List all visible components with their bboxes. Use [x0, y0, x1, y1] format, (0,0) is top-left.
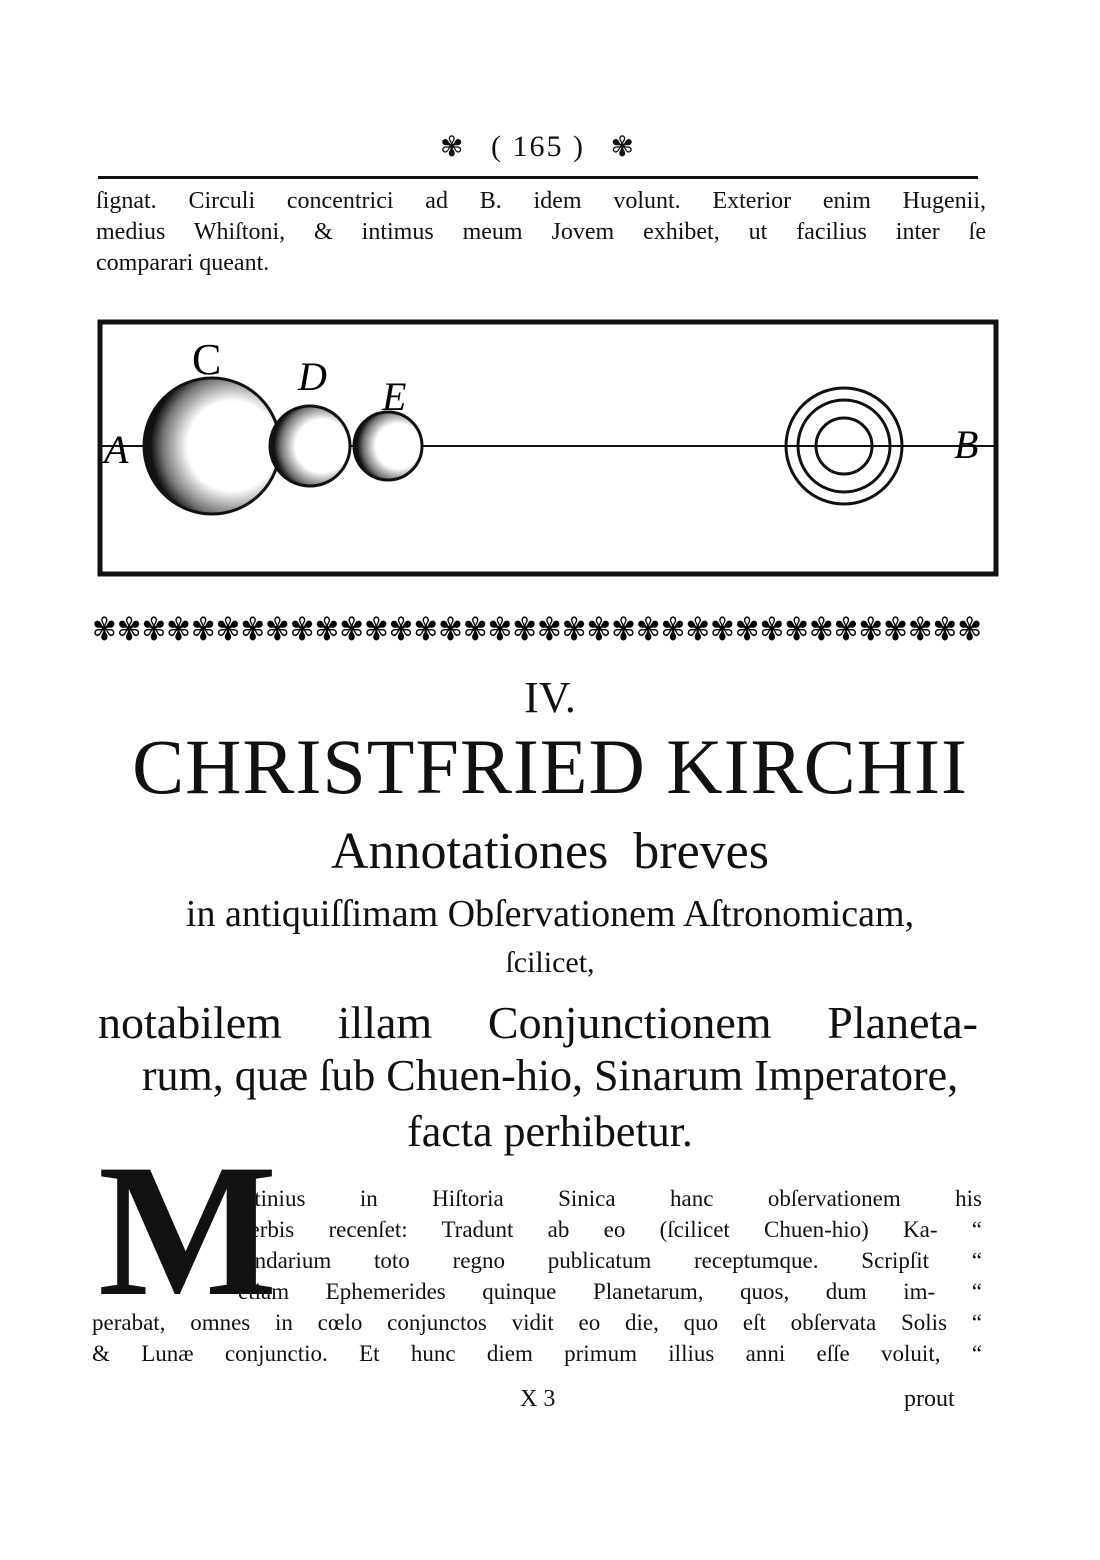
catchword: prout	[904, 1386, 955, 1412]
section-subtitle-3: ſcilicet,	[505, 946, 595, 979]
body-line: perabat, omnes in cœlo conjunctos vidit eo die, quo eſt obſervata Solis “	[92, 1310, 982, 1335]
body-line: & Lunæ conjunctio. Et hunc diem primum illius anni eſſe voluit, “	[92, 1341, 982, 1366]
body-line: verbis recenſet: Tradunt ab eo (ſcilicet Chuen-hio) Ka- “	[238, 1217, 982, 1242]
section-title: CHRISTFRIED KIRCHII	[132, 723, 968, 810]
section-numeral: IV.	[524, 673, 576, 722]
figure-label-e: E	[382, 374, 407, 419]
intro-line: ſignat. Circuli concentrici ad B. idem volunt. Exterior enim Hugenii,	[96, 188, 986, 214]
planet-circle-d	[270, 406, 350, 486]
figure-label-b: B	[954, 422, 979, 467]
fleuron-right-icon: ✾	[610, 132, 636, 163]
section-subtitle-2: in antiquiſſimam Obſervationem Aſtronomicam,	[185, 893, 915, 935]
figure-label-a: A	[104, 427, 129, 472]
section-subtitle-6: facta perhibetur.	[407, 1107, 693, 1156]
figure-label-c: C	[192, 335, 222, 384]
section-subtitle-1: Annotationes breves	[330, 823, 769, 880]
intro-line: medius Whiſtoni, & intimus meum Jovem exhibet, ut facilius inter ſe	[96, 219, 986, 245]
ornament-band	[92, 608, 982, 648]
intro-paragraph	[96, 186, 986, 279]
section-subtitle-4: notabilem illam Conjunctionem Planeta-	[98, 997, 978, 1048]
ornament-band-art	[92, 608, 982, 648]
section-subtitle-5: rum, quæ ſub Chuen-hio, Sinarum Imperatore,	[141, 1051, 959, 1100]
body-line: Artinius in Hiſtoria Sinica hanc obſervationem his	[230, 1186, 982, 1211]
intro-line: comparari queant.	[96, 250, 270, 276]
planet-circle-c	[144, 378, 280, 514]
signature-mark: X 3	[520, 1386, 556, 1412]
drop-cap: M	[98, 1126, 278, 1336]
figure-label-d: D	[298, 354, 327, 399]
header-rule	[98, 176, 978, 179]
body-line: lendarium toto regno publicatum receptumque. Scripſit “	[238, 1248, 982, 1273]
planet-circle-e	[354, 412, 422, 480]
fleuron-left-icon: ✾	[440, 132, 466, 163]
body-line: etiam Ephemerides quinque Planetarum, quos, dum im- “	[238, 1279, 982, 1304]
running-header	[98, 130, 978, 164]
planet-comparison-figure	[92, 318, 1004, 582]
ornament-band-glyphs: ✾✾✾✾✾✾✾✾✾✾✾✾✾✾✾✾✾✾✾✾✾✾✾✾✾✾✾✾✾✾✾✾✾✾✾✾	[92, 610, 982, 648]
page-number: ( 165 )	[491, 130, 585, 163]
